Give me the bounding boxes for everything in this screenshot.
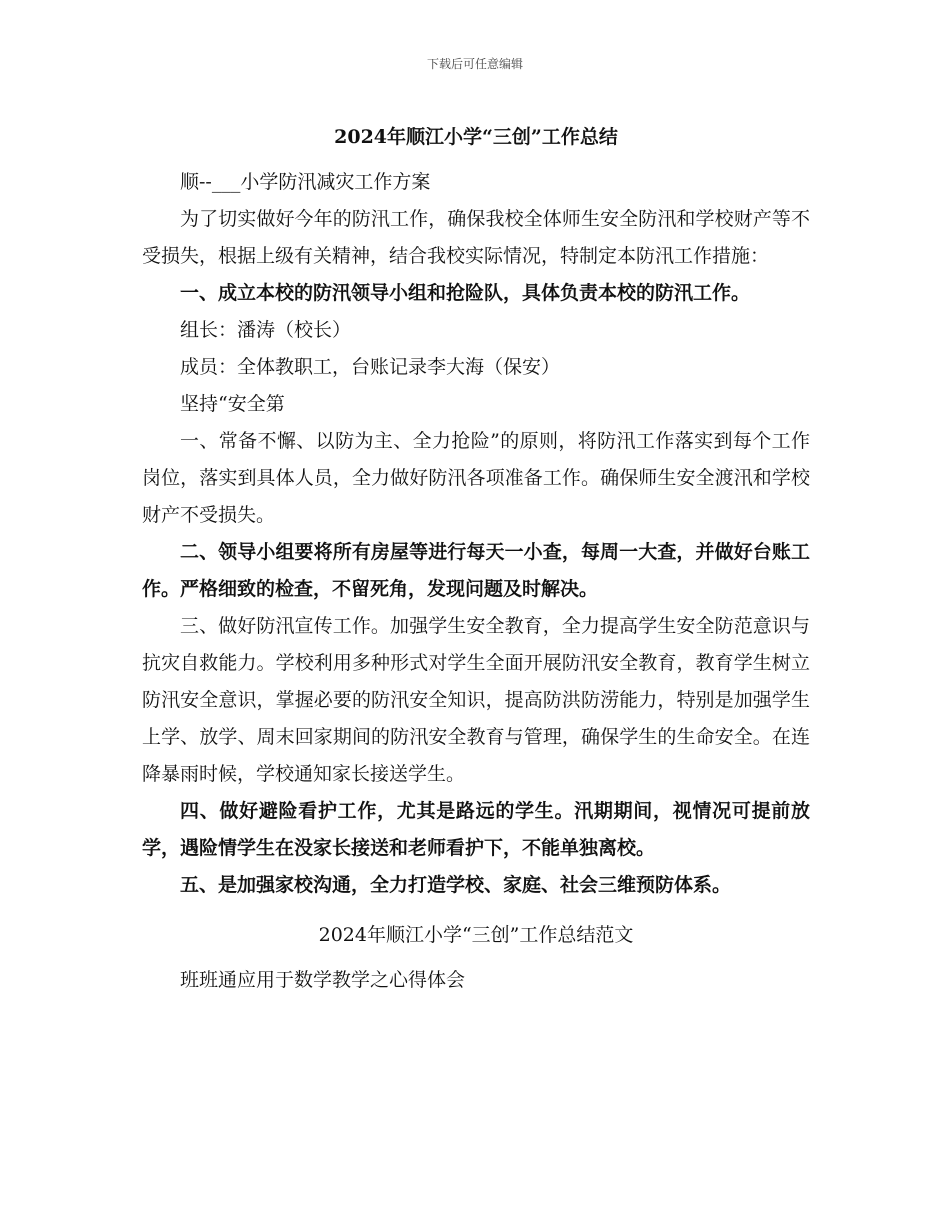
paragraph-section-five: 五、是加强家校沟通，全力打造学校、家庭、社会三维预防体系。 (180, 874, 732, 896)
paragraph-intro: 为了切实做好今年的防汛工作，确保我校全体师生安全防汛和学校财产等不受损失，根据上级有关精神，结合我校实际情况，特制定本防汛工作措施： (142, 208, 810, 267)
document-title: 2024年顺江小学“三创”工作总结 (334, 126, 618, 148)
paragraph-section-three: 三、做好防汛宣传工作。加强学生安全教育，全力提高学生安全防范意识与抗灾自救能力。学校利用多种形式对学生全面开展防汛安全教育，教育学生树立防汛安全意识，掌握必要的防汛安全知识，提高防洪防涝能力，特别是加强学生上学、放学、周末回家期间的防汛安全教育与管理，确保学生的生命安全。在连降暴雨时候，学校通知家长接送学生。 (142, 615, 810, 785)
paragraph-closing: 班班通应用于数学教学之心得体会 (180, 969, 466, 991)
paragraph-section-two: 二、领导小组要将所有房屋等进行每天一小查，每周一大查，并做好台账工作。严格细致的检查，不留死角，发现问题及时解决。 (142, 541, 810, 600)
paragraph-plan-title: 顺--___小学防汛减灾工作方案 (180, 171, 431, 193)
page-header: 下载后可任意编辑 (426, 57, 523, 71)
paragraph-principle: 一、常备不懈、以防为主、全力抢险”的原则，将防汛工作落实到每个工作岗位，落实到具体人员，全力做好防汛各项准备工作。确保师生安全渡汛和学校财产不受损失。 (142, 430, 810, 526)
paragraph-leader: 组长：潘涛（校长） (180, 319, 352, 341)
paragraph-members: 成员：全体教职工，台账记录李大海（保安） (180, 356, 561, 378)
paragraph-section-four: 四、做好避险看护工作，尤其是路远的学生。汛期期间，视情况可提前放学，遇险情学生在没家长接送和老师看护下，不能单独离校。 (142, 800, 810, 859)
document-body (142, 118, 810, 999)
paragraph-section-one: 一、成立本校的防汛领导小组和抢险队，具体负责本校的防汛工作。 (180, 282, 751, 304)
document-subtitle: 2024年顺江小学“三创”工作总结范文 (318, 924, 634, 946)
paragraph-principle-start: 坚持“安全第 (180, 393, 285, 415)
